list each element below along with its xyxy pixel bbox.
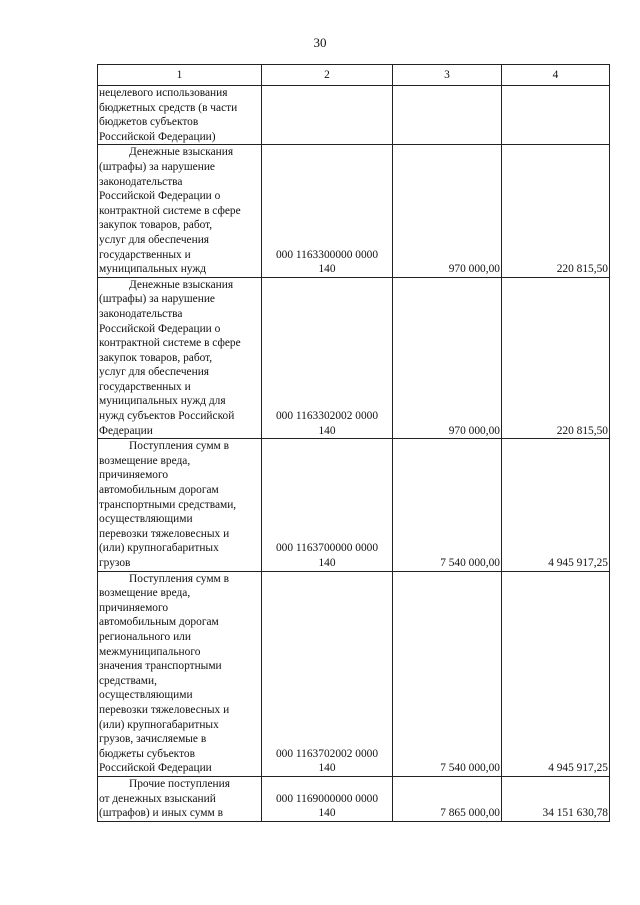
column-header-4: 4 [502,65,610,86]
row-name-line: значения транспортными [99,660,222,673]
row-code-line: 140 [318,263,336,276]
row-name-line: от денежных взысканий [99,792,216,805]
row-name-line: (штрафов) и иных сумм в [99,807,223,820]
table-row [98,277,610,439]
row-name-line: государственных и [99,248,191,261]
row-name-line: межмуниципального [99,645,201,658]
row-code-line: 000 1163700000 0000 [275,542,379,555]
row-name-line: услуг для обеспечения [99,366,210,379]
row-name-line: автомобильным дорогам [99,484,219,497]
row-value-col3: 7 540 000,00 [393,439,502,571]
row-name-line: муниципальных нужд для [99,395,226,408]
row-code-line: 000 1169000000 0000 [275,792,379,805]
row-name-line: грузов, зачисляемые в [99,733,207,746]
row-name-line: Прочие поступления [129,777,230,790]
table-row [98,439,610,571]
row-value-col4: 34 151 630,78 [502,776,610,821]
row-value-col4: 4 945 917,25 [502,571,610,776]
row-name-line: контрактной системе в сфере [99,337,241,350]
page-number: 30 [313,35,327,50]
row-name-line: закупок товаров, работ, [99,219,213,232]
row-name-line: средствами, [99,674,157,687]
row-name-line: осуществляющими [99,513,193,526]
row-name-line: законодательства [99,307,183,320]
row-code-cell [262,571,393,776]
row-name-line: контрактной системе в сфере [99,204,241,217]
row-name-cell [98,571,262,776]
column-header-2: 2 [262,65,393,86]
row-code-line: 000 1163702002 0000 [275,747,379,760]
row-name-cell [98,439,262,571]
row-name-line: транспортными средствами, [99,498,237,511]
row-code-line: 140 [318,762,336,775]
row-code-line: 140 [318,807,336,820]
row-code-cell [262,776,393,821]
table-row [98,571,610,776]
row-code-line: 140 [318,424,336,437]
row-name-line: Федерации [99,424,153,437]
row-name-line: Денежные взыскания [129,278,234,291]
row-name-line: (или) крупногабаритных [99,718,219,731]
row-name-line: Российской Федерации [99,762,212,775]
row-name-cell [98,277,262,439]
row-code-cell [262,277,393,439]
row-name-line: бюджетов субъектов [99,116,199,129]
row-name-line: Российской Федерации) [99,130,216,143]
table-row [98,776,610,821]
row-code-line: 140 [318,557,336,569]
row-name-line: Поступления сумм в [129,572,229,585]
table-row [98,86,610,145]
row-name-line: Поступления сумм в [129,440,229,453]
row-name-line: (или) крупногабаритных [99,542,219,555]
row-name-line: Российской Федерации о [99,322,221,335]
row-code-line: 000 1163302002 0000 [275,410,379,423]
row-name-line: возмещение вреда, [99,587,191,600]
row-code-cell [262,145,393,277]
row-name-cell [98,86,262,145]
row-value-col4 [502,86,610,145]
row-name-line: закупок товаров, работ, [99,351,213,364]
row-value-col3: 7 540 000,00 [393,571,502,776]
row-value-col4: 220 815,50 [502,277,610,439]
row-value-col4: 220 815,50 [502,145,610,277]
row-name-line: автомобильным дорогам [99,616,219,629]
row-name-line: грузов [99,557,131,569]
table-row [98,145,610,277]
column-header-1: 1 [98,65,262,86]
row-name-cell [98,145,262,277]
row-name-line: законодательства [99,175,183,188]
row-name-line: возмещение вреда, [99,454,191,467]
row-name-line: осуществляющими [99,689,193,702]
row-name-line: причиняемого [99,601,169,614]
row-code-line: 000 1163300000 0000 [275,248,379,261]
row-code-cell [262,439,393,571]
row-name-line: муниципальных нужд [99,263,207,276]
budget-revenue-table [97,64,610,822]
row-name-line: причиняемого [99,469,169,482]
row-name-line: нецелевого использования [99,87,228,99]
row-name-line: (штрафы) за нарушение [99,160,215,173]
row-name-line: Денежные взыскания [129,146,234,159]
table-header-row [98,65,610,86]
row-name-line: перевозки тяжеловесных и [99,703,230,716]
row-name-line: бюджеты субъектов [99,747,195,760]
row-value-col4: 4 945 917,25 [502,439,610,571]
row-value-col3: 970 000,00 [393,277,502,439]
row-name-cell [98,776,262,821]
table-body [98,65,610,822]
row-name-line: (штрафы) за нарушение [99,293,215,306]
column-header-3: 3 [393,65,502,86]
row-value-col3: 7 865 000,00 [393,776,502,821]
row-name-line: государственных и [99,380,191,393]
row-name-line: услуг для обеспечения [99,233,210,246]
row-name-line: регионального или [99,630,191,643]
row-code-cell [262,86,393,145]
row-name-line: нужд субъектов Российской [99,410,235,423]
row-name-line: бюджетных средств (в части [99,101,238,114]
row-value-col3: 970 000,00 [393,145,502,277]
row-name-line: Российской Федерации о [99,190,221,203]
row-name-line: перевозки тяжеловесных и [99,527,230,540]
row-value-col3 [393,86,502,145]
